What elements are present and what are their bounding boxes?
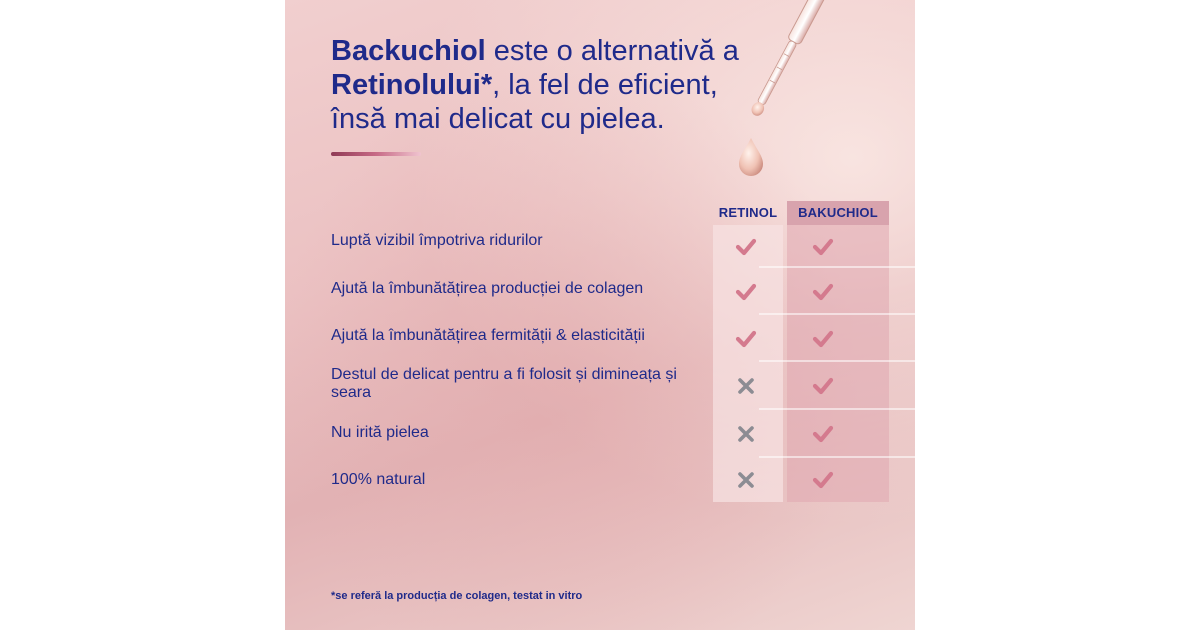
serum-dropper-icon [725, 0, 845, 180]
check-icon [735, 281, 757, 303]
check-icon [812, 328, 834, 350]
headline-text-1: este o alternativă a [485, 35, 739, 67]
headline-bold-1: Backuchiol [331, 35, 486, 67]
check-icon [735, 328, 757, 350]
headline-bold-2: Retinolului* [331, 69, 493, 101]
row-label: Ajută la îmbunătățirea fermității & elasticității [331, 327, 645, 344]
footnote: *se referă la producția de colagen, testat in vitro [331, 590, 583, 602]
table-row [331, 458, 889, 502]
comparison-card [285, 0, 915, 630]
check-icon [735, 236, 757, 258]
headline-text-3: însă mai delicat cu pielea. [331, 103, 665, 135]
cross-icon [735, 423, 757, 445]
check-icon [812, 469, 834, 491]
check-icon [812, 236, 834, 258]
cross-icon [735, 469, 757, 491]
check-icon [812, 375, 834, 397]
row-label: Luptă vizibil împotriva ridurilor [331, 232, 543, 249]
row-label: 100% natural [331, 471, 426, 488]
headline [331, 34, 791, 136]
table-row [331, 268, 889, 315]
row-label: Ajută la îmbunătățirea producției de colagen [331, 280, 644, 297]
check-icon [812, 423, 834, 445]
check-icon [812, 281, 834, 303]
table-row [331, 225, 889, 268]
table-row [331, 362, 889, 410]
table-row [331, 315, 889, 362]
column-header-bakuchiol: BAKUCHIOL [787, 201, 889, 225]
table-row [331, 410, 889, 458]
row-label: Destul de delicat pentru a fi folosit și dimineața și seara [331, 366, 677, 401]
accent-line [331, 152, 421, 156]
row-label: Nu irită pielea [331, 424, 429, 441]
cross-icon [735, 375, 757, 397]
column-header-retinol: RETINOL [718, 205, 778, 220]
headline-text-2: , la fel de eficient, [492, 69, 718, 101]
